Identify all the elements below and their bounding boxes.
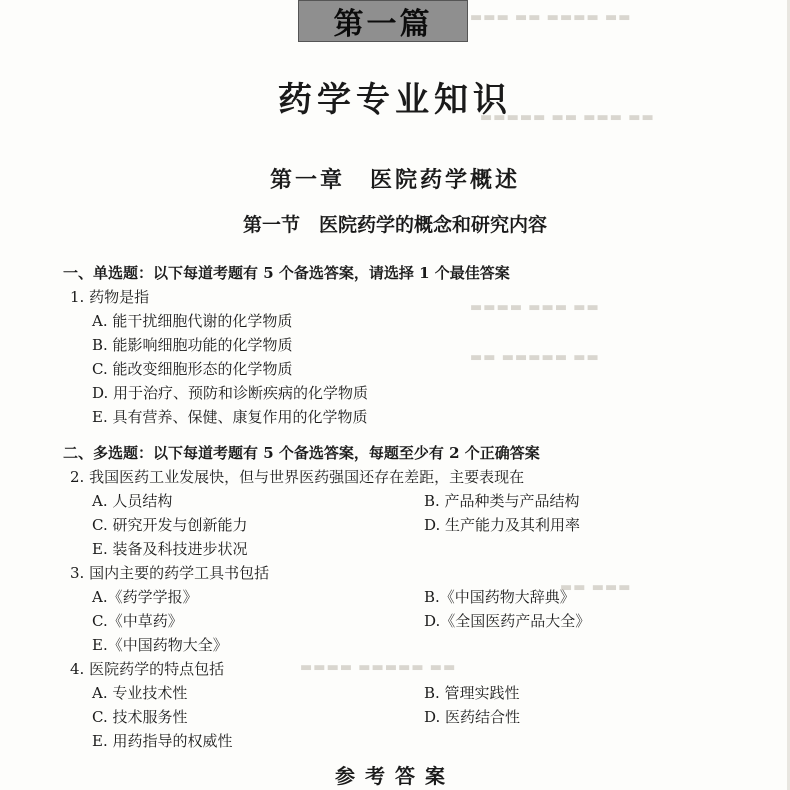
option: C. 研究开发与创新能力 xyxy=(92,516,248,534)
option: B. 产品种类与产品结构 xyxy=(424,492,580,510)
option: C. 能改变细胞形态的化学物质 xyxy=(92,360,293,378)
section-title: 第一节 医院药学的概念和研究内容 xyxy=(242,214,547,236)
answers-title: 参考答案 xyxy=(335,764,455,788)
option: D.《全国医药产品大全》 xyxy=(424,612,591,630)
bleed-through: ▬▬▬▬ ▬▬▬ ▬▬ xyxy=(470,300,600,315)
book-title: 药学专业知识 xyxy=(278,80,512,120)
option: A. 专业技术性 xyxy=(92,684,188,702)
question-stem: 3. 国内主要的药学工具书包括 xyxy=(70,564,270,582)
option: B.《中国药物大辞典》 xyxy=(424,588,575,606)
option: A. 人员结构 xyxy=(92,492,173,510)
option: A. 能干扰细胞代谢的化学物质 xyxy=(92,312,293,330)
part-banner: 第一篇 xyxy=(298,0,468,42)
bleed-through: ▬▬ ▬▬▬ xyxy=(560,580,632,595)
option: E. 用药指导的权威性 xyxy=(92,732,233,750)
option: A.《药学学报》 xyxy=(92,588,198,606)
option: E. 具有营养、保健、康复作用的化学物质 xyxy=(92,408,368,426)
option: C.《中草药》 xyxy=(92,612,183,630)
question-stem: 4. 医院药学的特点包括 xyxy=(70,660,225,678)
bleed-through: ▬▬▬ ▬▬ ▬▬▬▬ ▬▬ xyxy=(470,10,632,25)
bleed-through: ▬▬▬▬ ▬▬▬▬▬ ▬▬ xyxy=(300,660,457,675)
option: B. 管理实践性 xyxy=(424,684,520,702)
option: E. 装备及科技进步状况 xyxy=(92,540,248,558)
multi-choice-heading: 二、多选题：以下每道考题有 5 个备选答案，每题至少有 2 个正确答案 xyxy=(63,444,540,462)
option: D. 生产能力及其利用率 xyxy=(424,516,581,534)
option: E.《中国药物大全》 xyxy=(92,636,228,654)
option: D. 医药结合性 xyxy=(424,708,521,726)
option: D. 用于治疗、预防和诊断疾病的化学物质 xyxy=(92,384,369,402)
bleed-through: ▬▬▬▬▬ ▬▬ ▬▬▬ ▬▬ xyxy=(480,110,655,125)
single-choice-heading: 一、单选题：以下每道考题有 5 个备选答案，请选择 1 个最佳答案 xyxy=(63,264,510,282)
question-stem: 1. 药物是指 xyxy=(70,288,150,306)
chapter-title: 第一章 医院药学概述 xyxy=(269,167,520,193)
option: B. 能影响细胞功能的化学物质 xyxy=(92,336,293,354)
bleed-through: ▬▬ ▬▬▬▬▬ ▬▬ xyxy=(470,350,600,365)
question-stem: 2. 我国医药工业发展快，但与世界医药强国还存在差距，主要表现在 xyxy=(70,468,525,486)
option: C. 技术服务性 xyxy=(92,708,188,726)
